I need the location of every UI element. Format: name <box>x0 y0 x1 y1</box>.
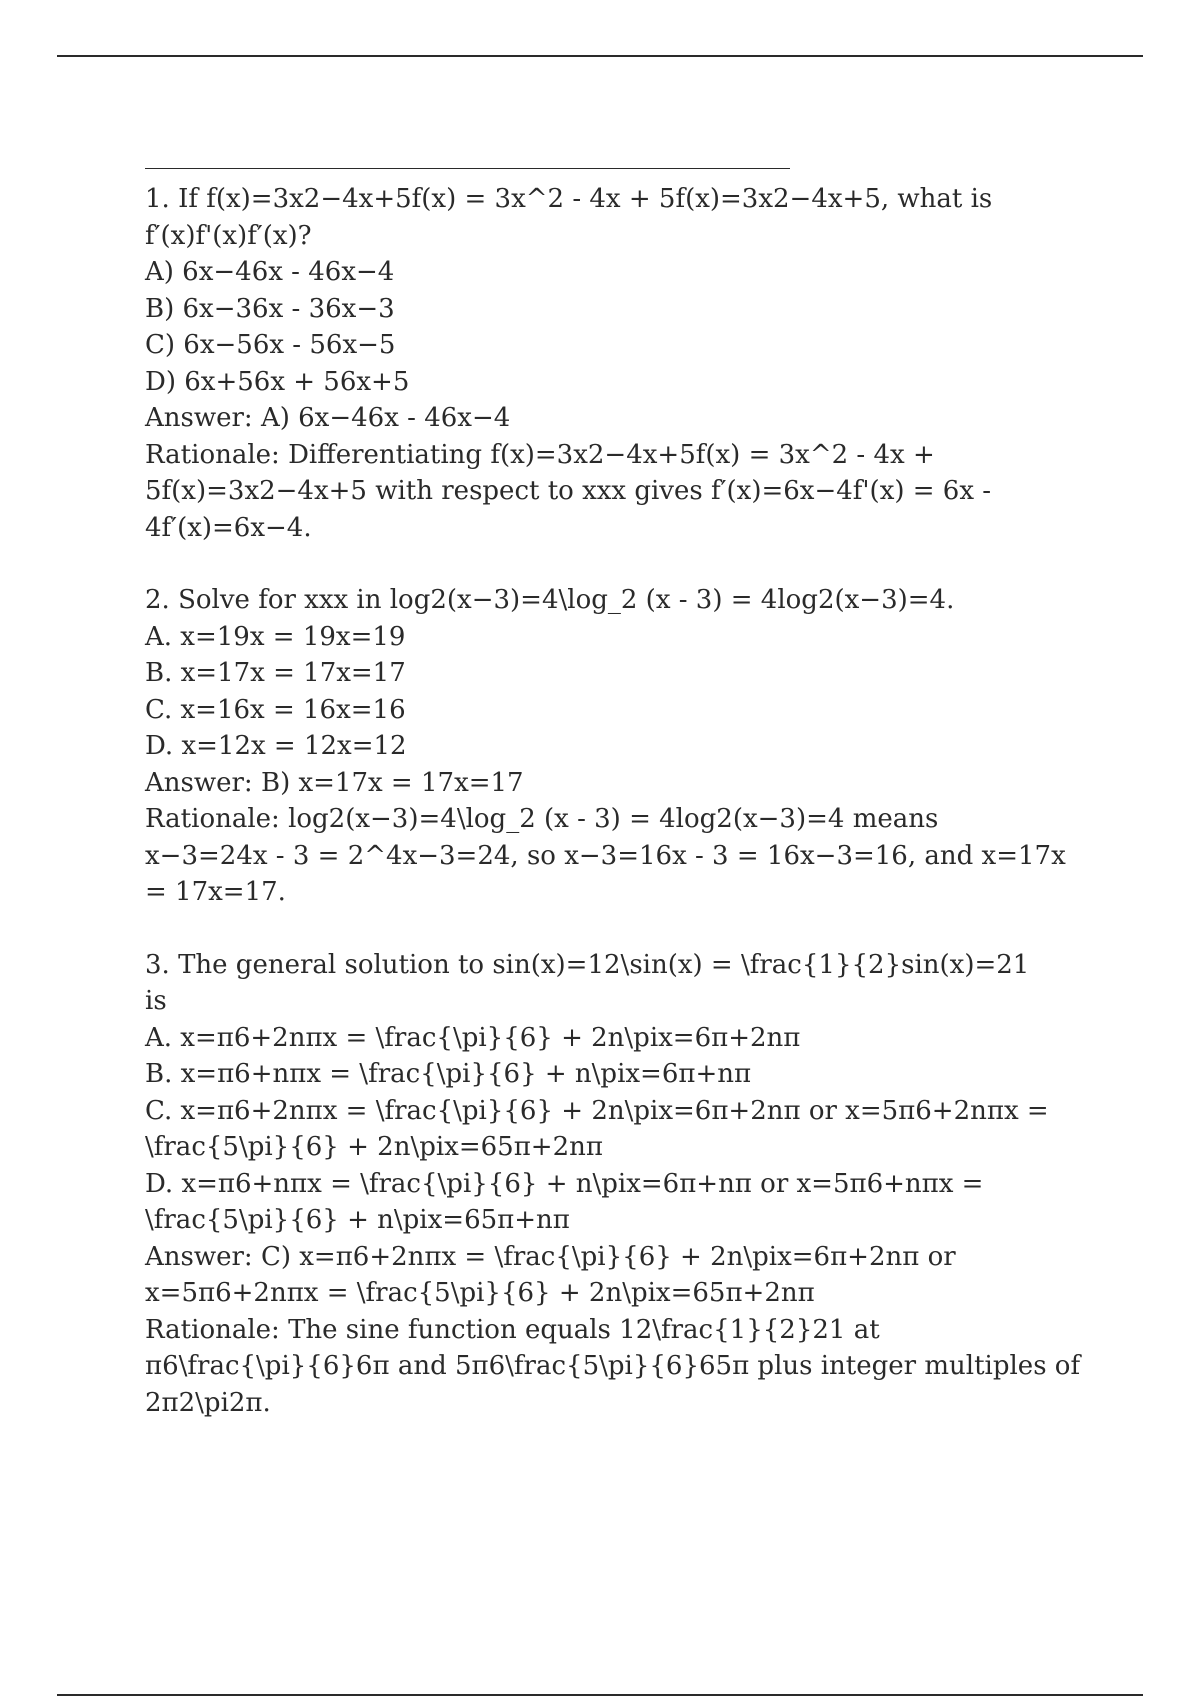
rationale-line: π6\frac{\pi}{6}6π and 5π6\frac{5\pi}{6}65π plus integer multiples of <box>145 1351 1081 1381</box>
question-line: is <box>145 986 167 1016</box>
option-c: C. x=π6+2nπx = \frac{\pi}{6} + 2n\pix=6π+2nπ or x=5π6+2nπx = <box>145 1095 1049 1126</box>
answer-line: Answer: C) x=π6+2nπx = \frac{\pi}{6} + 2n\pix=6π+2nπ or <box>145 1241 956 1272</box>
question-2 <box>145 582 1105 911</box>
rationale-line: Rationale: The sine function equals 12\frac{1}{2}21 at <box>145 1314 880 1345</box>
answer-line: x=5π6+2nπx = \frac{5\pi}{6} + 2n\pix=65π+2nπ <box>145 1278 815 1308</box>
question-line: 1. If f(x)=3x2−4x+5f(x) = 3x^2 - 4x + 5f(x)=3x2−4x+5, what is <box>145 184 993 214</box>
question-line: 3. The general solution to sin⁡(x)=12\sin(x) = \frac{1}{2}sin(x)=21 <box>145 949 1030 980</box>
section-rule <box>145 168 790 169</box>
rationale-line: x−3=24x - 3 = 2^4x−3=24, so x−3=16x - 3 = 16x−3=16, and x=17x <box>145 840 1066 871</box>
page-top-rule <box>57 55 1143 57</box>
question-line: 2. Solve for xxx in log⁡2(x−3)=4\log_2 (x - 3) = 4log2(x−3)=4. <box>145 585 955 615</box>
rationale-line: 2π2\pi2π. <box>145 1387 271 1418</box>
option-a: A. x=π6+2nπx = \frac{\pi}{6} + 2n\pix=6π+2nπ <box>145 1022 801 1053</box>
option-c: C. x=16x = 16x=16 <box>145 694 406 725</box>
document-body <box>145 168 1105 1457</box>
option-c: C) 6x−56x - 56x−5 <box>145 330 396 360</box>
option-d-continued: \frac{5\pi}{6} + n\pix=65π+nπ <box>145 1205 570 1235</box>
option-b: B) 6x−36x - 36x−3 <box>145 293 395 324</box>
rationale-line: 4f′(x)=6x−4. <box>145 512 312 543</box>
option-a: A) 6x−46x - 46x−4 <box>145 257 395 287</box>
option-b: B. x=π6+nπx = \frac{\pi}{6} + n\pix=6π+nπ <box>145 1059 752 1089</box>
answer-line: Answer: B) x=17x = 17x=17 <box>145 767 524 798</box>
option-d: D. x=12x = 12x=12 <box>145 731 407 761</box>
question-1 <box>145 181 1105 546</box>
question-line: f′(x)f'(x)f′(x)? <box>145 220 312 251</box>
rationale-line: = 17x=17. <box>145 877 286 907</box>
option-d: D) 6x+56x + 56x+5 <box>145 366 410 397</box>
rationale-line: Rationale: log⁡2(x−3)=4\log_2 (x - 3) = 4log2(x−3)=4 means <box>145 804 939 834</box>
page-bottom-rule <box>57 1694 1143 1696</box>
option-a: A. x=19x = 19x=19 <box>145 621 406 652</box>
rationale-line: Rationale: Differentiating f(x)=3x2−4x+5f(x) = 3x^2 - 4x + <box>145 439 935 470</box>
question-3 <box>145 947 1105 1422</box>
option-d: D. x=π6+nπx = \frac{\pi}{6} + n\pix=6π+nπ or x=5π6+nπx = <box>145 1168 984 1199</box>
rationale-line: 5f(x)=3x2−4x+5 with respect to xxx gives f′(x)=6x−4f'(x) = 6x - <box>145 476 992 506</box>
option-c-continued: \frac{5\pi}{6} + 2n\pix=65π+2nπ <box>145 1132 603 1162</box>
answer-line: Answer: A) 6x−46x - 46x−4 <box>145 403 511 433</box>
option-b: B. x=17x = 17x=17 <box>145 658 406 688</box>
